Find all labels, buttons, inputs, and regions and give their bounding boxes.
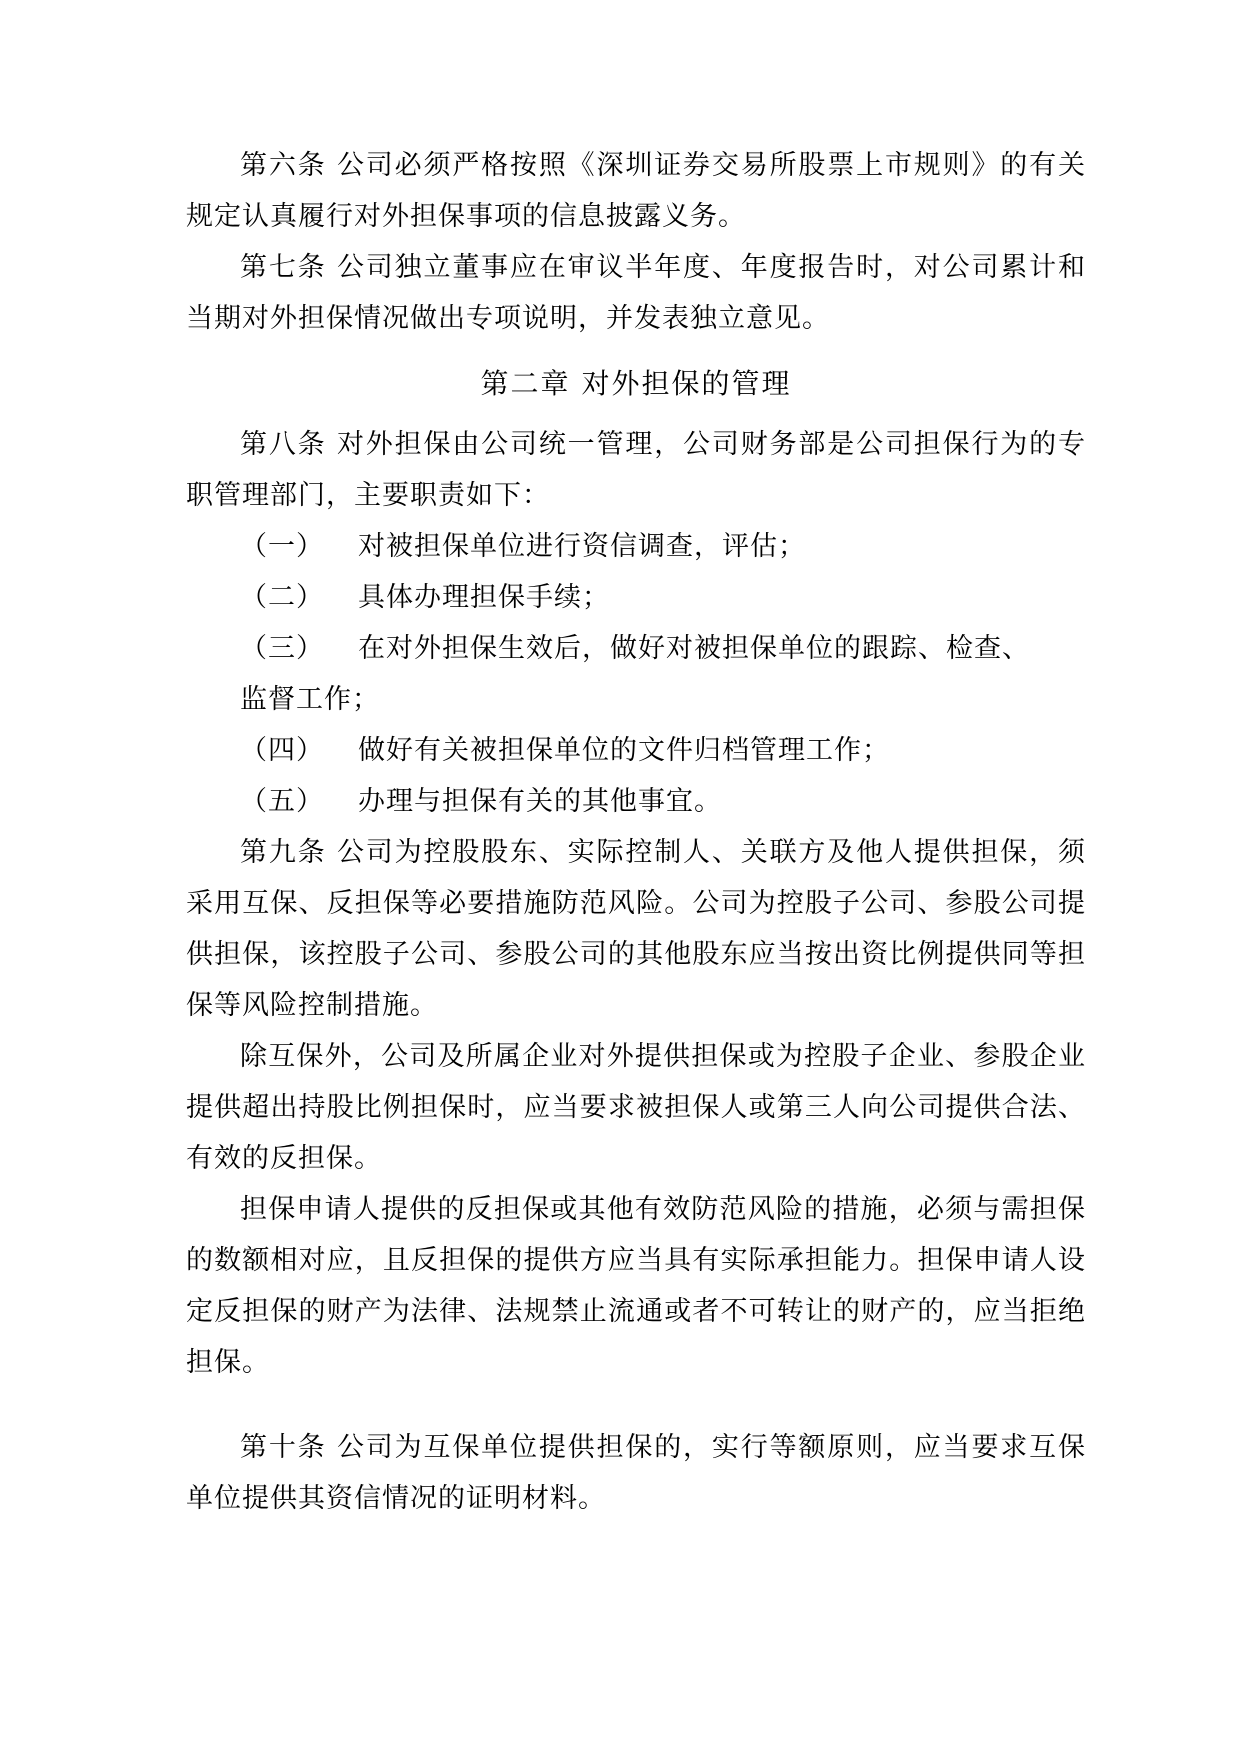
article-7-paragraph: 第七条 公司独立董事应在审议半年度、年度报告时，对公司累计和当期对外担保情况做出专项说明，并发表独立意见。 [186,252,1086,334]
duty-list-item [186,521,1086,572]
article-10-paragraph: 第十条 公司为互保单位提供担保的，实行等额原则，应当要求互保单位提供其资信情况的证明材料。 [186,1432,1086,1514]
duty-text: 在对外担保生效后，做好对被担保单位的跟踪、检查、 [358,633,1030,664]
duty-text: 具体办理担保手续； [358,582,610,613]
counter-guarantee-measures-paragraph: 担保申请人提供的反担保或其他有效防范风险的措施，必须与需担保的数额相对应，且反担保的提供方应当具有实际承担能力。担保申请人设定反担保的财产为法律、法规禁止流通或者不可转让的财产的，应当拒绝担保。 [186,1194,1086,1378]
duty-list-item [186,725,1086,776]
duty-text: 做好有关被担保单位的文件归档管理工作； [358,735,890,766]
duty-list-item [186,572,1086,623]
counter-guarantee-paragraph: 除互保外，公司及所属企业对外提供担保或为控股子企业、参股企业提供超出持股比例担保时，应当要求被担保人或第三人向公司提供合法、有效的反担保。 [186,1041,1086,1174]
document-page [186,140,1086,1524]
duty-number: （一） [240,531,324,562]
duty-text: 办理与担保有关的其他事宜。 [358,786,722,817]
duty-text: 对被担保单位进行资信调查，评估； [358,531,806,562]
duty-list-item [186,776,1086,827]
article-6-paragraph: 第六条 公司必须严格按照《深圳证券交易所股票上市规则》的有关规定认真履行对外担保事项的信息披露义务。 [186,150,1086,232]
duty-number: （二） [240,582,324,613]
duty-number: （三） [240,633,324,664]
duty-text-continuation: 监督工作； [240,684,380,715]
article-8-paragraph: 第八条 对外担保由公司统一管理，公司财务部是公司担保行为的专职管理部门，主要职责如下： [186,429,1086,511]
duty-number: （四） [240,735,324,766]
article-9-paragraph: 第九条 公司为控股股东、实际控制人、关联方及他人提供担保，须采用互保、反担保等必要措施防范风险。公司为控股子公司、参股公司提供担保，该控股子公司、参股公司的其他股东应当按出资比例提供同等担保等风险控制措施。 [186,837,1086,1021]
duty-list-item [186,623,1086,725]
chapter-heading: 第二章 对外担保的管理 [480,367,792,400]
duty-number: （五） [240,786,324,817]
